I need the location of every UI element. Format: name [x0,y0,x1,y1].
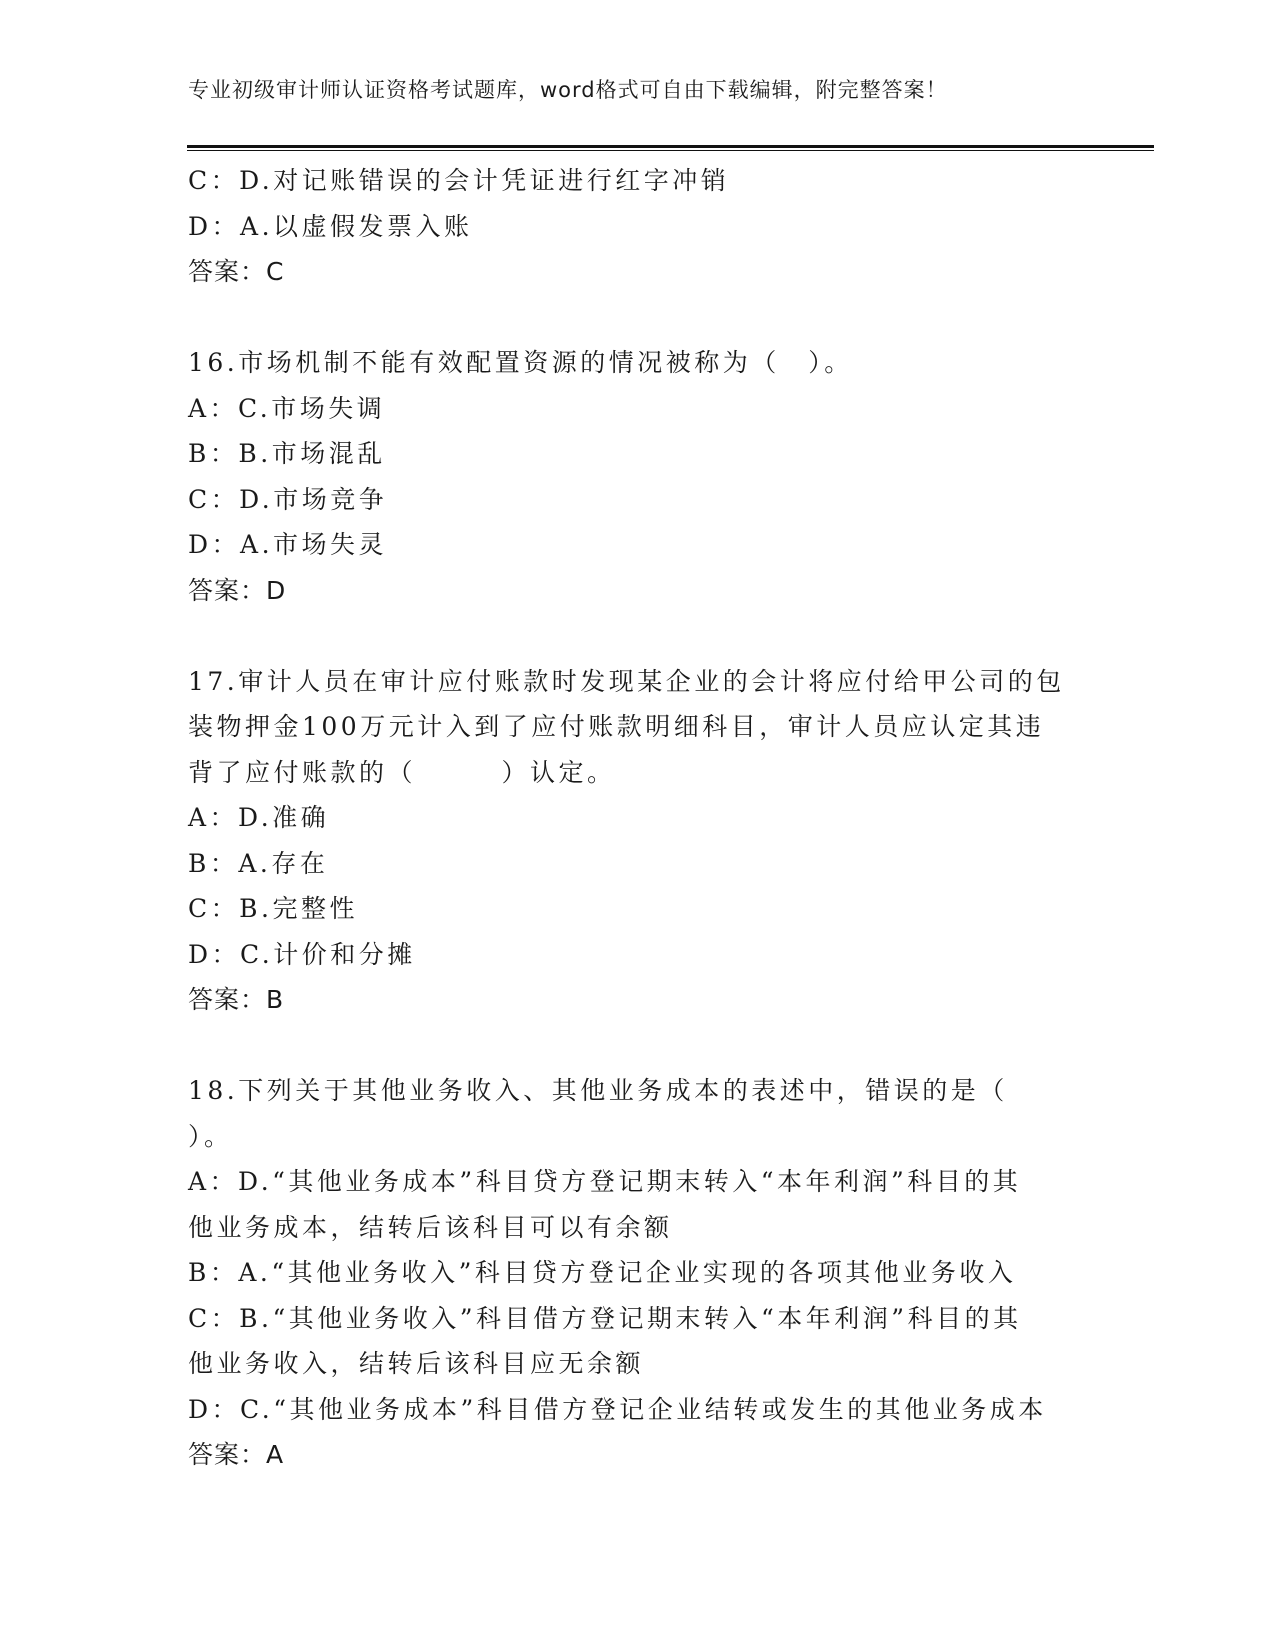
line-06: B：B.市场混乱 [188,439,386,468]
line-09: 答案：D [188,575,287,605]
line-12: 装物押金100万元计入到了应付账款明细科目，审计人员应认定其违 [188,712,1045,741]
page-header: 专业初级审计师认证资格考试题库，word格式可自由下载编辑，附完整答案！ [188,78,948,102]
line-19 [188,1023,1088,1069]
line-14: A：D.准确 [188,803,330,832]
line-21: ）。 [188,1121,233,1151]
line-03 [188,295,1088,341]
line-04: 16.市场机制不能有效配置资源的情况被称为（ ）。 [188,348,853,377]
question-content [188,158,1088,1478]
header-rule-thick [187,145,1154,148]
line-07: C：D.市场竞争 [188,484,388,514]
header-rule-thin [187,150,1154,151]
line-02: 答案：C [188,257,285,286]
line-16: C：B.完整性 [188,894,358,923]
line-25: C：B.“其他业务收入”科目借方登记期末转入“本年利润”科目的其 [188,1303,1022,1333]
line-13: 背了应付账款的（ ）认定。 [188,757,616,787]
line-26: 他业务收入，结转后该科目应无余额 [188,1349,645,1378]
line-05: A：C.市场失调 [188,393,386,423]
line-28: 答案：A [188,1440,285,1469]
line-10 [188,613,1088,659]
line-01: D：A.以虚假发票入账 [188,211,473,241]
line-08: D：A.市场失灵 [188,530,388,559]
line-20: 18.下列关于其他业务收入、其他业务成本的表述中，错误的是（ [188,1076,1008,1105]
line-18: 答案：B [188,985,285,1014]
line-22: A：D.“其他业务成本”科目贷方登记期末转入“本年利润”科目的其 [188,1167,1022,1196]
line-27: D：C.“其他业务成本”科目借方登记企业结转或发生的其他业务成本 [188,1394,1047,1424]
line-23: 他业务成本，结转后该科目可以有余额 [188,1212,673,1242]
line-17: D：C.计价和分摊 [188,939,416,969]
line-11: 17.审计人员在审计应付账款时发现某企业的会计将应付给甲公司的包 [188,666,1065,696]
line-00: C：D.对记账错误的会计凭证进行红字冲销 [188,166,730,195]
line-24: B：A.“其他业务收入”科目贷方登记企业实现的各项其他业务收入 [188,1258,1017,1287]
line-15: B：A.存在 [188,848,329,878]
